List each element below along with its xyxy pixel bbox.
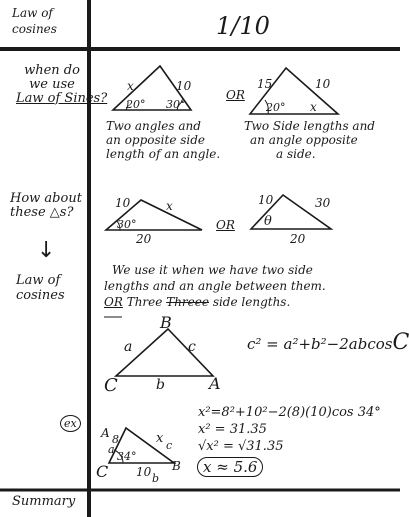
angle-label: 30° [117,218,137,231]
summary-label: Summary [12,494,76,509]
side-label: c [166,439,173,452]
vertex-label: C [104,375,118,396]
example-steps [198,404,381,455]
vertex-label: A [101,426,110,440]
cue-when-to-use [12,63,108,106]
vertex-label: C [96,462,109,481]
date: 1/10 [216,12,270,40]
topic-title [12,5,57,37]
side-label: 15 [257,77,273,91]
note-aas [106,119,220,161]
or-label: OR [216,218,235,232]
side-label: 10 [176,79,192,93]
side-label: 8 [112,433,119,446]
or-label: OR [226,88,245,102]
side-label: 10 [258,193,274,207]
answer-box: x ≈ 5.6 [197,457,263,477]
side-label: a [108,443,115,456]
angle-label: 30° [166,98,186,111]
law-of-cosines-formula [247,330,409,355]
cue-how-about [10,192,82,220]
cue-line: when do [24,63,80,78]
side-label: 20 [136,232,152,246]
side-label: a [124,339,133,355]
angle-label: θ [264,214,272,229]
note-line: an opposite side [106,133,206,147]
note-line: a side. [276,147,316,161]
example-label [60,417,81,430]
cue-line: these △s? [10,205,74,220]
explanation-line-3 [104,294,326,310]
formula-big-c: C [392,330,409,355]
side-label: x [166,199,173,213]
angle-label: 20° [266,101,286,114]
note-line: Two Side lengths and [244,119,375,133]
cue-line: we use [29,77,75,92]
cue-line: cosines [16,288,65,303]
explanation-line: lengths and an angle between them. [104,279,326,293]
side-label: c [188,339,196,355]
example-answer [197,458,263,476]
triangle-sines-ssa [250,68,338,114]
three-word: Three [126,295,163,309]
vertex-label: B [172,459,181,473]
angle-label: 34° [117,450,137,463]
side-label: 10 [136,465,152,479]
formula-text: c² = a²+b²−2abcos [247,335,393,353]
example-step: √x² = √31.35 [198,439,284,454]
note-ssa [244,119,375,161]
angle-label: 20° [126,98,146,111]
example-badge: ex [60,415,81,432]
side-label: x [310,100,317,114]
topic-title-line: Law of [12,6,53,20]
scratched-word: Threee [166,295,209,309]
side-label: 10 [315,77,331,91]
side-label: b [152,472,160,485]
note-line: Two angles and [106,119,201,133]
side-label: 20 [290,232,306,246]
vertex-label: B [160,313,172,332]
down-arrow-icon: ↓ [37,238,56,263]
side-label: b [156,377,165,393]
explanation [104,262,326,310]
explanation-line: We use it when we have two side [112,263,313,277]
example-step: x² = 31.35 [198,422,267,437]
explanation-rest: side lengths. [212,295,291,309]
or-label: OR [104,295,123,309]
cue-line: How about [10,191,82,206]
note-line: length of an angle. [106,147,221,161]
example-step: x²=8²+10²−2(8)(10)cos 34° [198,405,381,420]
note-line: an angle opposite [250,133,358,147]
vertex-label: A [209,374,221,393]
cue-line-law-of-sines: Law of Sines? [16,91,108,106]
cue-answer [16,273,65,303]
side-label: 30 [315,196,331,210]
side-label: x [156,431,164,446]
side-label: 10 [115,196,131,210]
cue-line: Law of [16,273,61,288]
side-label: x [127,79,134,93]
topic-title-line: cosines [12,22,57,36]
